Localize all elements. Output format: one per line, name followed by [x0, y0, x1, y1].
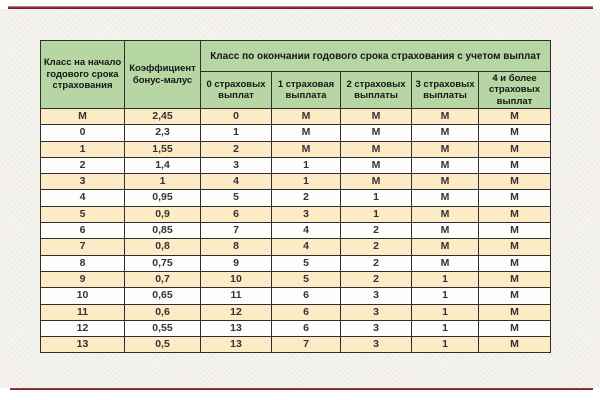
coefficient-cell: 0,5	[125, 337, 201, 353]
start-class-cell: 4	[41, 190, 125, 206]
end-class-cell: 2	[272, 190, 341, 206]
end-class-cell: 3	[272, 206, 341, 222]
start-class-cell: 8	[41, 255, 125, 271]
end-class-cell: М	[479, 271, 551, 287]
end-class-cell: М	[412, 174, 479, 190]
table-row	[41, 125, 551, 141]
end-class-cell: М	[479, 239, 551, 255]
end-class-cell: М	[341, 109, 412, 125]
start-class-cell: 10	[41, 288, 125, 304]
table-row	[41, 174, 551, 190]
end-class-cell: М	[341, 157, 412, 173]
end-class-cell: М	[341, 125, 412, 141]
end-class-cell: 6	[201, 206, 272, 222]
end-class-cell: 5	[272, 271, 341, 287]
end-class-cell: 13	[201, 320, 272, 336]
header-payouts-0: 0 страховых выплат	[201, 72, 272, 109]
end-class-cell: 6	[272, 288, 341, 304]
end-class-cell: 5	[201, 190, 272, 206]
table-row	[41, 320, 551, 336]
coefficient-cell: 0,8	[125, 239, 201, 255]
end-class-cell: М	[412, 157, 479, 173]
start-class-cell: 11	[41, 304, 125, 320]
table-row	[41, 304, 551, 320]
coefficient-cell: 0,85	[125, 223, 201, 239]
header-coefficient: Коэффициент бонус-малус	[125, 41, 201, 109]
coefficient-cell: 0,65	[125, 288, 201, 304]
end-class-cell: 2	[341, 271, 412, 287]
end-class-cell: М	[341, 141, 412, 157]
end-class-cell: 13	[201, 337, 272, 353]
start-class-cell: 5	[41, 206, 125, 222]
end-class-cell: М	[479, 304, 551, 320]
end-class-cell: 1	[341, 190, 412, 206]
end-class-cell: М	[479, 337, 551, 353]
end-class-cell: 4	[272, 223, 341, 239]
header-payouts-1: 1 страховая выплата	[272, 72, 341, 109]
header-payouts-3: 3 страховых выплаты	[412, 72, 479, 109]
table-row	[41, 190, 551, 206]
table-row	[41, 288, 551, 304]
end-class-cell: М	[479, 141, 551, 157]
table-row	[41, 271, 551, 287]
bottom-rule	[10, 388, 593, 390]
end-class-cell: 5	[272, 255, 341, 271]
end-class-cell: 1	[272, 157, 341, 173]
end-class-cell: 1	[272, 174, 341, 190]
end-class-cell: М	[412, 125, 479, 141]
header-payouts-4plus: 4 и более страховых выплат	[479, 72, 551, 109]
end-class-cell: 3	[201, 157, 272, 173]
end-class-cell: 1	[201, 125, 272, 141]
coefficient-cell: 0,75	[125, 255, 201, 271]
end-class-cell: 3	[341, 337, 412, 353]
coefficient-cell: 1,55	[125, 141, 201, 157]
coefficient-cell: 1	[125, 174, 201, 190]
coefficient-cell: 2,3	[125, 125, 201, 141]
end-class-cell: 9	[201, 255, 272, 271]
end-class-cell: 2	[201, 141, 272, 157]
start-class-cell: 0	[41, 125, 125, 141]
end-class-cell: М	[412, 141, 479, 157]
start-class-cell: 6	[41, 223, 125, 239]
end-class-cell: 1	[341, 206, 412, 222]
end-class-cell: 11	[201, 288, 272, 304]
start-class-cell: 3	[41, 174, 125, 190]
start-class-cell: 12	[41, 320, 125, 336]
end-class-cell: 6	[272, 320, 341, 336]
table-row	[41, 109, 551, 125]
end-class-cell: М	[412, 109, 479, 125]
bonus-malus-table	[40, 40, 551, 353]
table-header	[41, 41, 551, 109]
end-class-cell: М	[479, 255, 551, 271]
end-class-cell: М	[479, 223, 551, 239]
end-class-cell: М	[479, 125, 551, 141]
end-class-cell: 2	[341, 255, 412, 271]
table-row	[41, 206, 551, 222]
end-class-cell: 8	[201, 239, 272, 255]
table-row	[41, 223, 551, 239]
start-class-cell: М	[41, 109, 125, 125]
table-row	[41, 239, 551, 255]
end-class-cell: М	[412, 190, 479, 206]
table-row	[41, 141, 551, 157]
coefficient-cell: 1,4	[125, 157, 201, 173]
end-class-cell: М	[412, 206, 479, 222]
start-class-cell: 2	[41, 157, 125, 173]
end-class-cell: 1	[412, 304, 479, 320]
header-payouts-2: 2 страховых выплаты	[341, 72, 412, 109]
table-row	[41, 157, 551, 173]
start-class-cell: 9	[41, 271, 125, 287]
end-class-cell: М	[479, 174, 551, 190]
end-class-cell: М	[272, 141, 341, 157]
start-class-cell: 13	[41, 337, 125, 353]
end-class-cell: 7	[272, 337, 341, 353]
end-class-cell: М	[272, 109, 341, 125]
end-class-cell: М	[412, 255, 479, 271]
end-class-cell: М	[412, 239, 479, 255]
start-class-cell: 1	[41, 141, 125, 157]
end-class-cell: 12	[201, 304, 272, 320]
coefficient-cell: 0,9	[125, 206, 201, 222]
end-class-cell: 10	[201, 271, 272, 287]
coefficient-cell: 2,45	[125, 109, 201, 125]
table-row	[41, 255, 551, 271]
end-class-cell: М	[479, 206, 551, 222]
coefficient-cell: 0,6	[125, 304, 201, 320]
end-class-cell: М	[412, 223, 479, 239]
header-end-class-group: Класс по окончании годового срока страхования с учетом выплат	[201, 41, 551, 72]
end-class-cell: 6	[272, 304, 341, 320]
end-class-cell: М	[479, 157, 551, 173]
end-class-cell: 3	[341, 304, 412, 320]
end-class-cell: 2	[341, 239, 412, 255]
table-body	[41, 109, 551, 353]
end-class-cell: 4	[201, 174, 272, 190]
end-class-cell: 7	[201, 223, 272, 239]
end-class-cell: М	[479, 190, 551, 206]
end-class-cell: 3	[341, 288, 412, 304]
end-class-cell: М	[479, 320, 551, 336]
end-class-cell: 3	[341, 320, 412, 336]
end-class-cell: 4	[272, 239, 341, 255]
table-row	[41, 337, 551, 353]
end-class-cell: М	[341, 174, 412, 190]
end-class-cell: 1	[412, 271, 479, 287]
coefficient-cell: 0,95	[125, 190, 201, 206]
end-class-cell: 1	[412, 288, 479, 304]
end-class-cell: 0	[201, 109, 272, 125]
end-class-cell: М	[479, 288, 551, 304]
coefficient-cell: 0,7	[125, 271, 201, 287]
end-class-cell: 1	[412, 320, 479, 336]
end-class-cell: 2	[341, 223, 412, 239]
end-class-cell: М	[272, 125, 341, 141]
header-start-class: Класс на начало годового срока страхования	[41, 41, 125, 109]
end-class-cell: 1	[412, 337, 479, 353]
coefficient-cell: 0,55	[125, 320, 201, 336]
end-class-cell: М	[479, 109, 551, 125]
start-class-cell: 7	[41, 239, 125, 255]
